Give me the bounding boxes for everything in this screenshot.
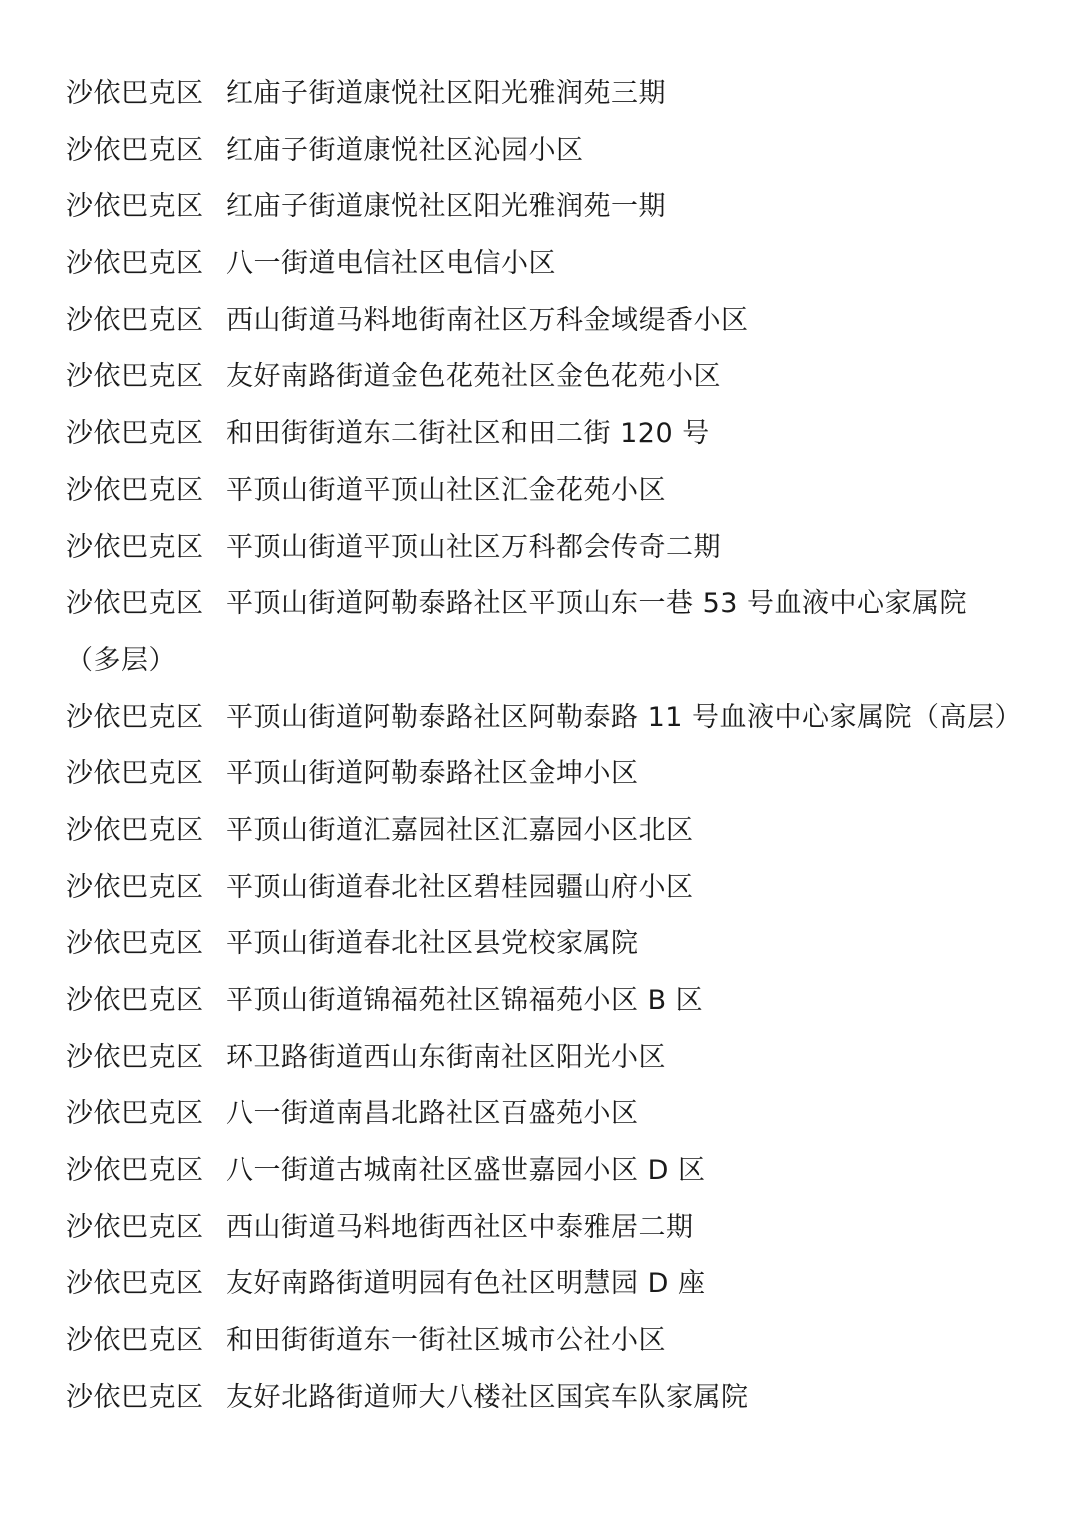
address-text: 八一街道南昌北路社区百盛苑小区 bbox=[226, 1098, 639, 1130]
district-name: 沙依巴克区 bbox=[66, 1211, 204, 1243]
address-continuation-text: （多层） bbox=[66, 644, 176, 676]
district-name: 沙依巴克区 bbox=[66, 78, 204, 109]
address-text: 红庙子街道康悦社区沁园小区 bbox=[226, 134, 584, 166]
list-item bbox=[66, 916, 1056, 973]
address-text: 环卫路街道西山东街南社区阳光小区 bbox=[226, 1041, 666, 1073]
address-text: 友好南路街道明园有色社区明慧园 D 座 bbox=[226, 1268, 706, 1300]
address-text: 红庙子街道康悦社区阳光雅润苑三期 bbox=[226, 78, 666, 109]
list-item bbox=[66, 236, 1056, 293]
list-item bbox=[66, 1086, 1056, 1143]
address-text: 平顶山街道汇嘉园社区汇嘉园小区北区 bbox=[226, 814, 694, 846]
district-name: 沙依巴克区 bbox=[66, 474, 204, 506]
address-text: 红庙子街道康悦社区阳光雅润苑一期 bbox=[226, 191, 666, 223]
district-name: 沙依巴克区 bbox=[66, 701, 204, 733]
district-name: 沙依巴克区 bbox=[66, 928, 204, 960]
list-item bbox=[66, 1256, 1056, 1313]
address-text: 和田街街道东二街社区和田二街 120 号 bbox=[226, 418, 710, 450]
address-text: 平顶山街道阿勒泰路社区阿勒泰路 11 号血液中心家属院（高层） bbox=[226, 701, 1023, 733]
list-item bbox=[66, 1200, 1056, 1257]
district-name: 沙依巴克区 bbox=[66, 248, 204, 280]
district-name: 沙依巴克区 bbox=[66, 1268, 204, 1300]
list-item bbox=[66, 520, 1056, 577]
address-text: 平顶山街道锦福苑社区锦福苑小区 B 区 bbox=[226, 985, 704, 1016]
district-name: 沙依巴克区 bbox=[66, 361, 204, 393]
district-name: 沙依巴克区 bbox=[66, 985, 204, 1016]
district-name: 沙依巴克区 bbox=[66, 814, 204, 846]
address-text: 西山街道马料地街西社区中泰雅居二期 bbox=[226, 1211, 694, 1243]
list-item bbox=[66, 690, 1056, 747]
list-item bbox=[66, 293, 1056, 350]
list-item bbox=[66, 973, 1056, 1030]
list-item bbox=[66, 860, 1056, 917]
list-item bbox=[66, 1030, 1056, 1087]
address-text: 平顶山街道阿勒泰路社区金坤小区 bbox=[226, 758, 639, 790]
address-text: 平顶山街道春北社区县党校家属院 bbox=[226, 928, 639, 960]
address-text: 八一街道古城南社区盛世嘉园小区 D 区 bbox=[226, 1155, 706, 1187]
address-list bbox=[66, 66, 1056, 1427]
list-item bbox=[66, 803, 1056, 860]
address-text: 友好南路街道金色花苑社区金色花苑小区 bbox=[226, 361, 721, 393]
address-text: 和田街街道东一街社区城市公社小区 bbox=[226, 1325, 666, 1357]
list-item bbox=[66, 1143, 1056, 1200]
list-item bbox=[66, 123, 1056, 180]
list-item bbox=[66, 1313, 1056, 1370]
district-name: 沙依巴克区 bbox=[66, 191, 204, 223]
district-name: 沙依巴克区 bbox=[66, 418, 204, 450]
district-name: 沙依巴克区 bbox=[66, 871, 204, 903]
address-text: 平顶山街道平顶山社区万科都会传奇二期 bbox=[226, 531, 721, 563]
list-item bbox=[66, 463, 1056, 520]
list-item bbox=[66, 349, 1056, 406]
district-name: 沙依巴克区 bbox=[66, 531, 204, 563]
district-name: 沙依巴克区 bbox=[66, 588, 204, 620]
address-text: 平顶山街道平顶山社区汇金花苑小区 bbox=[226, 474, 666, 506]
address-text: 西山街道马料地街南社区万科金域缇香小区 bbox=[226, 304, 749, 336]
list-item-continuation bbox=[66, 633, 1056, 690]
address-text: 平顶山街道春北社区碧桂园疆山府小区 bbox=[226, 871, 694, 903]
list-item bbox=[66, 746, 1056, 803]
district-name: 沙依巴克区 bbox=[66, 1098, 204, 1130]
address-text: 友好北路街道师大八楼社区国宾车队家属院 bbox=[226, 1381, 749, 1413]
list-item bbox=[66, 406, 1056, 463]
district-name: 沙依巴克区 bbox=[66, 1041, 204, 1073]
district-name: 沙依巴克区 bbox=[66, 1381, 204, 1413]
district-name: 沙依巴克区 bbox=[66, 758, 204, 790]
address-text: 八一街道电信社区电信小区 bbox=[226, 248, 556, 280]
list-item bbox=[66, 576, 1056, 633]
list-item bbox=[66, 179, 1056, 236]
list-item bbox=[66, 1370, 1056, 1427]
district-name: 沙依巴克区 bbox=[66, 134, 204, 166]
address-text: 平顶山街道阿勒泰路社区平顶山东一巷 53 号血液中心家属院 bbox=[226, 588, 968, 620]
list-item bbox=[66, 66, 1056, 123]
district-name: 沙依巴克区 bbox=[66, 1325, 204, 1357]
district-name: 沙依巴克区 bbox=[66, 1155, 204, 1187]
district-name: 沙依巴克区 bbox=[66, 304, 204, 336]
